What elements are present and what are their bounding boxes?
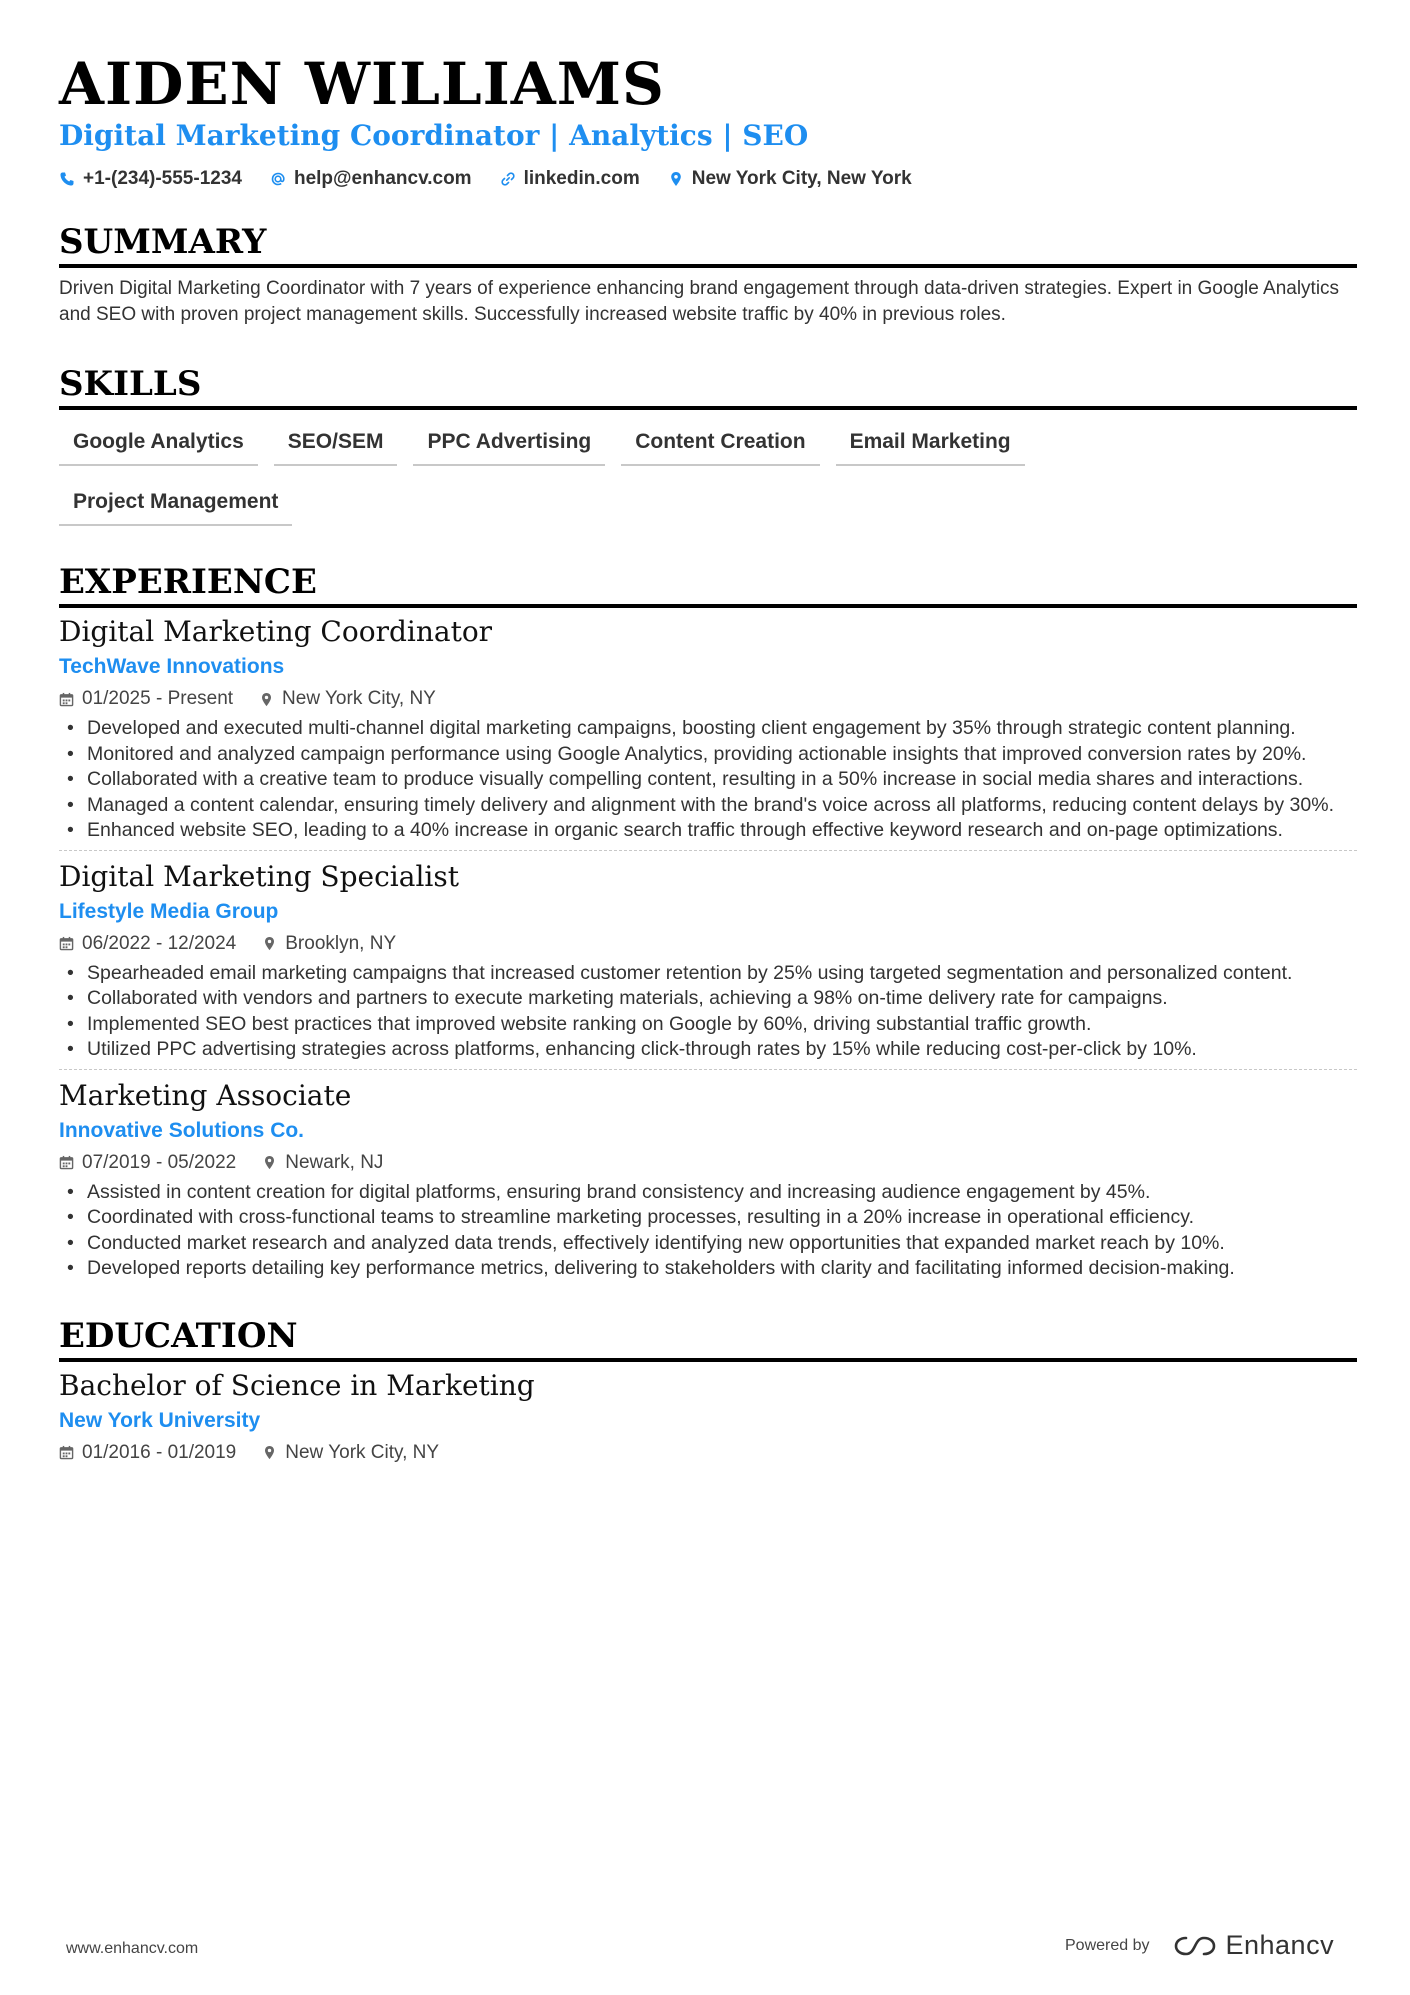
map-pin-icon	[262, 1445, 277, 1460]
contact-location-text: New York City, New York	[691, 168, 912, 189]
job-dates-text: 01/2025 - Present	[82, 688, 234, 709]
contact-location	[668, 166, 912, 192]
calendar-icon	[59, 936, 74, 951]
experience-entry	[59, 614, 1357, 850]
map-pin-icon	[262, 1155, 277, 1170]
resume-header	[59, 52, 1357, 192]
job-title: Digital Marketing Coordinator	[59, 615, 493, 648]
summary-text: Driven Digital Marketing Coordinator with 7 years of experience enhancing brand engagement through data-driven strategies. Expert in Google Analytics and SEO with proven project management skills. Successfully increased website traffic by 40% in previous roles.	[59, 278, 1340, 325]
bullet-item: • Conducted market research and analyzed data trends, effectively identifying new opportunities that expanded market reach by 10%.	[59, 1231, 1357, 1257]
contact-phone-text: +1-(234)-555-1234	[83, 168, 242, 189]
powered-by-label: Powered by	[1065, 1936, 1150, 1954]
bullet-item: • Monitored and analyzed campaign performance using Google Analytics, providing actionable insights that improved conversion rates by 20%.	[59, 742, 1357, 768]
bullet-item: • Implemented SEO best practices that improved website ranking on Google by 60%, driving substantial traffic growth.	[59, 1012, 1357, 1038]
job-meta	[59, 931, 1357, 957]
job-meta	[59, 686, 1357, 712]
company-name: Lifestyle Media Group	[59, 899, 279, 923]
contact-phone[interactable]	[59, 166, 242, 192]
job-bullets	[59, 1180, 1357, 1282]
job-dates	[59, 686, 233, 712]
skills-title: SKILLS	[59, 364, 1357, 410]
education-dates	[59, 1440, 236, 1466]
contact-linkedin[interactable]	[500, 166, 640, 192]
experience-entry	[59, 850, 1357, 1069]
calendar-icon	[59, 692, 74, 707]
candidate-headline: Digital Marketing Coordinator | Analytics | SEO	[59, 119, 809, 152]
company-name: TechWave Innovations	[59, 655, 285, 678]
company-name: Innovative Solutions Co.	[59, 1118, 305, 1142]
job-bullets	[59, 716, 1357, 844]
job-location	[262, 931, 396, 957]
footer-branding	[1065, 1930, 1334, 1961]
contact-linkedin-text: linkedin.com	[523, 168, 640, 189]
map-pin-icon	[262, 936, 277, 951]
resume-page	[59, 52, 1357, 1472]
bullet-item: • Coordinated with cross-functional teams to streamline marketing processes, resulting in a 20% increase in operational efficiency.	[59, 1205, 1357, 1231]
calendar-icon	[59, 1445, 74, 1460]
summary-section	[59, 222, 1357, 328]
contact-email-text: help@enhancv.com	[293, 168, 472, 189]
skill-tag: SEO/SEM	[274, 422, 398, 466]
enhancv-logo[interactable]	[1172, 1930, 1335, 1961]
job-dates-text: 07/2019 - 05/2022	[82, 1151, 237, 1173]
job-dates	[59, 931, 236, 957]
bullet-item: • Developed reports detailing key performance metrics, delivering to stakeholders with clarity and facilitating informed decision-making.	[59, 1256, 1357, 1282]
map-pin-icon	[668, 171, 684, 187]
job-title: Marketing Associate	[59, 1078, 352, 1112]
skill-tag: Project Management	[59, 482, 292, 526]
enhancv-logo-icon	[1172, 1933, 1218, 1959]
skill-tag: Email Marketing	[836, 422, 1025, 466]
experience-title: EXPERIENCE	[59, 562, 1357, 608]
bullet-item: • Utilized PPC advertising strategies across platforms, enhancing click-through rates by 15% while reducing cost-per-click by 10%.	[59, 1037, 1357, 1063]
job-location-text: Brooklyn, NY	[285, 932, 397, 954]
job-location-text: New York City, NY	[282, 688, 436, 709]
summary-title: SUMMARY	[59, 222, 1357, 268]
experience-section	[59, 562, 1357, 1288]
phone-icon	[59, 171, 75, 187]
skill-tag: PPC Advertising	[413, 422, 605, 466]
skill-tag: Google Analytics	[59, 422, 258, 466]
candidate-name: AIDEN WILLIAMS	[59, 50, 665, 118]
education-meta	[59, 1440, 1357, 1466]
bullet-item: • Managed a content calendar, ensuring timely delivery and alignment with the brand's voice across all platforms, reducing content delays by 30%.	[59, 793, 1357, 819]
contact-email[interactable]	[270, 166, 472, 192]
job-location	[262, 1150, 383, 1176]
contact-bar	[59, 166, 1357, 192]
skills-list	[59, 422, 1159, 526]
job-dates	[59, 1150, 236, 1176]
footer-website[interactable]: www.enhancv.com	[66, 1940, 199, 1957]
degree-title: Bachelor of Science in Marketing	[59, 1368, 535, 1402]
education-dates-text: 01/2016 - 01/2019	[82, 1441, 237, 1463]
job-title: Digital Marketing Specialist	[59, 859, 459, 893]
education-location-text: New York City, NY	[285, 1441, 440, 1463]
bullet-item: • Collaborated with a creative team to produce visually compelling content, resulting in a 50% increase in social media shares and interactions.	[59, 767, 1357, 793]
skills-section	[59, 364, 1357, 526]
map-pin-icon	[259, 692, 274, 707]
school-name: New York University	[59, 1408, 261, 1432]
enhancv-wordmark: Enhancv	[1225, 1930, 1335, 1960]
at-icon	[270, 171, 286, 187]
calendar-icon	[59, 1155, 74, 1170]
job-bullets	[59, 961, 1357, 1063]
job-dates-text: 06/2022 - 12/2024	[82, 932, 237, 954]
bullet-item: • Collaborated with vendors and partners to execute marketing materials, achieving a 98% on-time delivery rate for campaigns.	[59, 986, 1357, 1012]
experience-entry	[59, 1069, 1357, 1288]
job-location-text: Newark, NJ	[285, 1151, 384, 1173]
skill-tag: Content Creation	[621, 422, 819, 466]
bullet-item: • Enhanced website SEO, leading to a 40% increase in organic search traffic through effective keyword research and on-page optimizations.	[59, 818, 1357, 844]
education-location	[262, 1440, 439, 1466]
education-title: EDUCATION	[59, 1316, 1357, 1362]
bullet-item: • Developed and executed multi-channel digital marketing campaigns, boosting client engagement by 35% through strategic content planning.	[59, 716, 1357, 742]
bullet-item: • Assisted in content creation for digital platforms, ensuring brand consistency and increasing audience engagement by 45%.	[59, 1180, 1357, 1206]
education-section	[59, 1316, 1357, 1472]
link-icon	[500, 171, 516, 187]
bullet-item: • Spearheaded email marketing campaigns that increased customer retention by 25% using targeted segmentation and personalized content.	[59, 961, 1357, 987]
job-location	[259, 686, 436, 712]
education-entry	[59, 1368, 1357, 1472]
job-meta	[59, 1150, 1357, 1176]
